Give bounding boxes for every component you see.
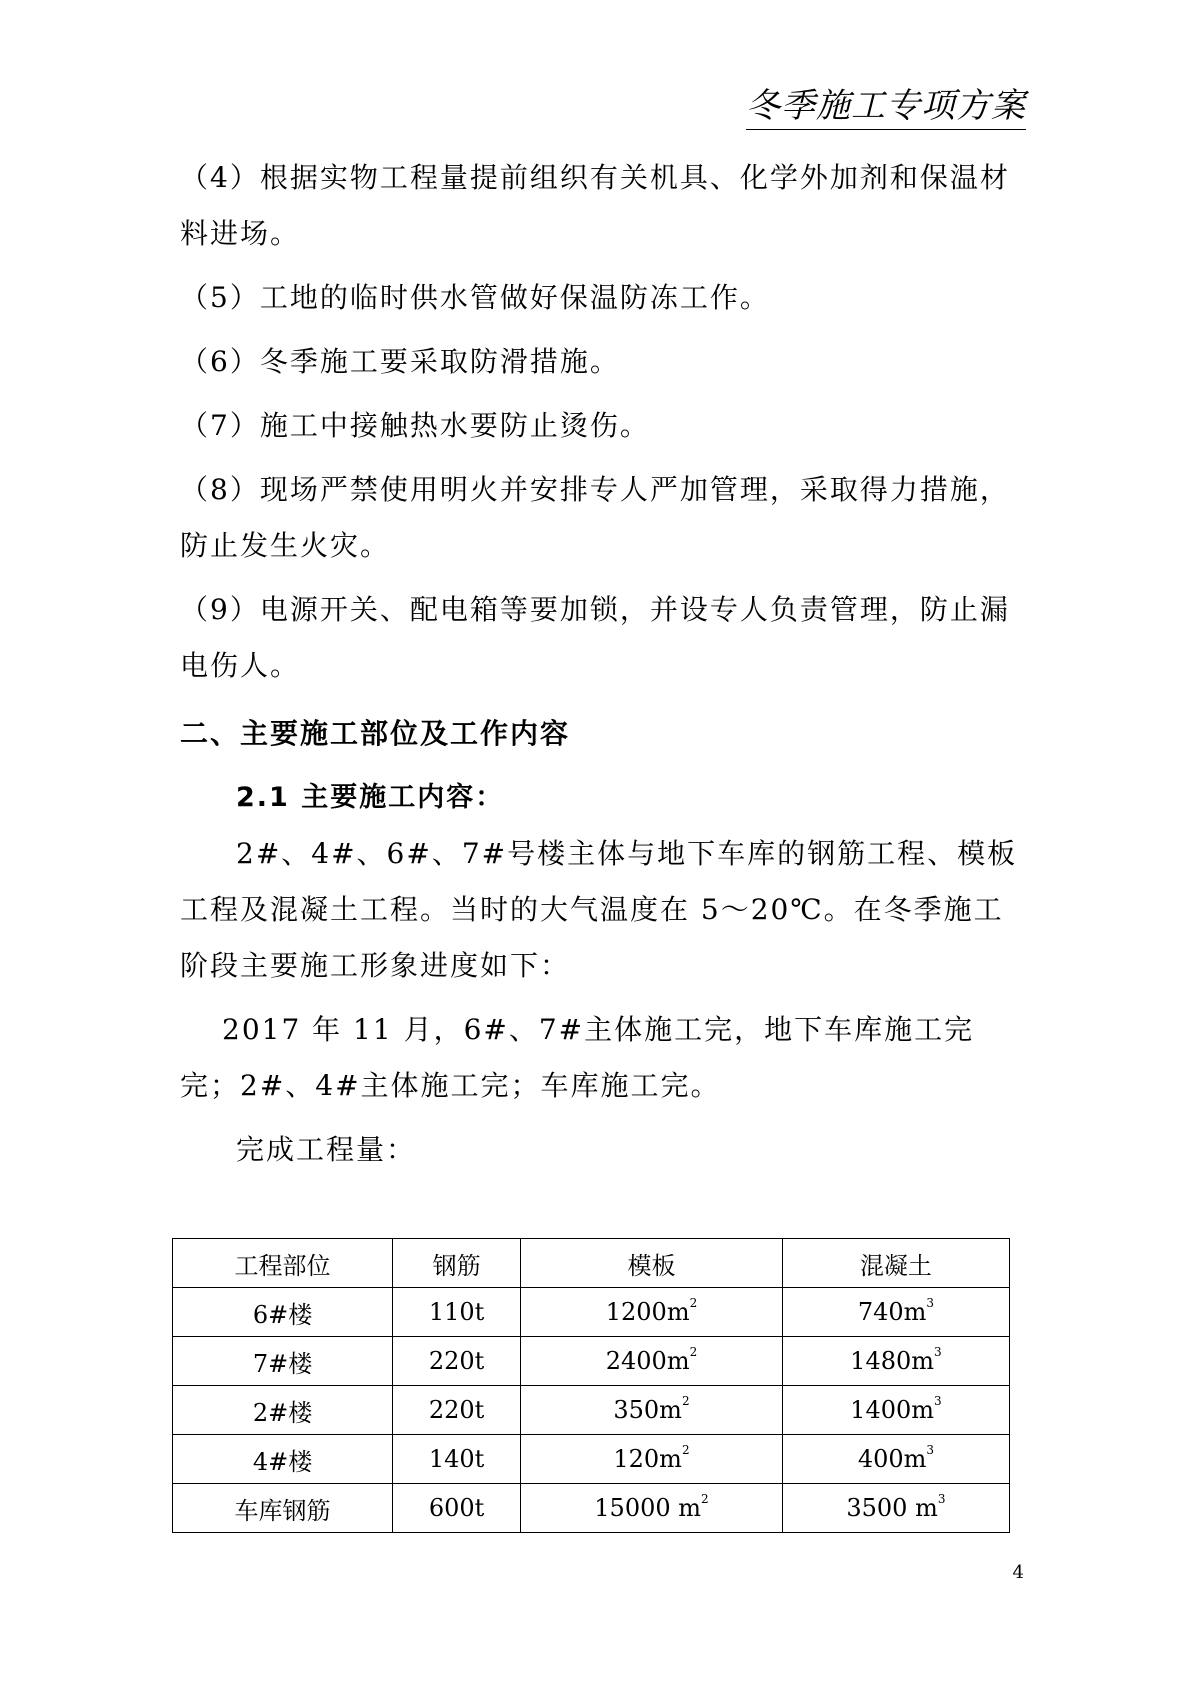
- cell-formwork: $350m^2$: [521, 1386, 783, 1435]
- header-cell-part: 工程部位: [173, 1239, 393, 1288]
- paragraph-item-8: （8）现场严禁使用明火并安排专人严加管理，采取得力措施，防止发生火灾。: [180, 473, 1010, 562]
- cell-rebar: 220t: [393, 1386, 521, 1435]
- cell-formwork: $120m^2$: [521, 1435, 783, 1484]
- table-row: [173, 1337, 1010, 1386]
- cell-rebar: 110t: [393, 1288, 521, 1337]
- section-heading: 二、主要施工部位及工作内容: [180, 717, 571, 750]
- cell-part: 6#楼: [173, 1288, 393, 1337]
- cell-concrete: $1400m^3$: [782, 1386, 1009, 1435]
- cell-concrete: $1480m^3$: [782, 1337, 1009, 1386]
- cell-part: 7#楼: [173, 1337, 393, 1386]
- subsection-heading: 2.1 主要施工内容：: [236, 782, 505, 813]
- cell-concrete: $400m^3$: [782, 1435, 1009, 1484]
- cell-formwork: $1200m^2$: [521, 1288, 783, 1337]
- quantity-table: [172, 1238, 1010, 1533]
- cell-concrete: 3500 $m^3$: [782, 1484, 1009, 1533]
- table-caption: 完成工程量：: [236, 1133, 417, 1166]
- cell-formwork: 15000 $m^2$: [521, 1484, 783, 1533]
- table-row: [173, 1386, 1010, 1435]
- cell-rebar: 140t: [393, 1435, 521, 1484]
- section-intro-paragraph: 2#、4#、6#、7#号楼主体与地下车库的钢筋工程、模板工程及混凝土工程。当时的大气温度在 5～20℃。在冬季施工阶段主要施工形象进度如下：: [180, 837, 1018, 982]
- document-body: [180, 150, 1026, 1186]
- paragraph-item-5: （5）工地的临时供水管做好保温防冻工作。: [180, 281, 770, 314]
- cell-part: 4#楼: [173, 1435, 393, 1484]
- paragraph-item-6: （6）冬季施工要采取防滑措施。: [180, 345, 620, 378]
- page-number: 4: [1012, 1562, 1024, 1583]
- table-header-row: [173, 1239, 1010, 1288]
- paragraph-item-4: （4）根据实物工程量提前组织有关机具、化学外加剂和保温材料进场。: [180, 161, 1010, 250]
- cell-concrete: $740m^3$: [782, 1288, 1009, 1337]
- cell-formwork: $2400m^2$: [521, 1337, 783, 1386]
- paragraph-item-7: （7）施工中接触热水要防止烫伤。: [180, 409, 650, 442]
- cell-part: 车库钢筋: [173, 1484, 393, 1533]
- header-cell-rebar: 钢筋: [393, 1239, 521, 1288]
- paragraph-item-9: （9）电源开关、配电箱等要加锁，并设专人负责管理，防止漏电伤人。: [180, 593, 1010, 682]
- cell-part: 2#楼: [173, 1386, 393, 1435]
- table-row: [173, 1484, 1010, 1533]
- table-row: [173, 1288, 1010, 1337]
- progress-paragraph: 2017 年 11 月，6#、7#主体施工完，地下车库施工完完；2#、4#主体施工完；车库施工完。: [180, 1013, 975, 1102]
- header-cell-formwork: 模板: [521, 1239, 783, 1288]
- cell-rebar: 600t: [393, 1484, 521, 1533]
- cell-rebar: 220t: [393, 1337, 521, 1386]
- table-row: [173, 1435, 1010, 1484]
- header-cell-concrete: 混凝土: [782, 1239, 1009, 1288]
- document-header-title: 冬季施工专项方案: [746, 78, 1026, 130]
